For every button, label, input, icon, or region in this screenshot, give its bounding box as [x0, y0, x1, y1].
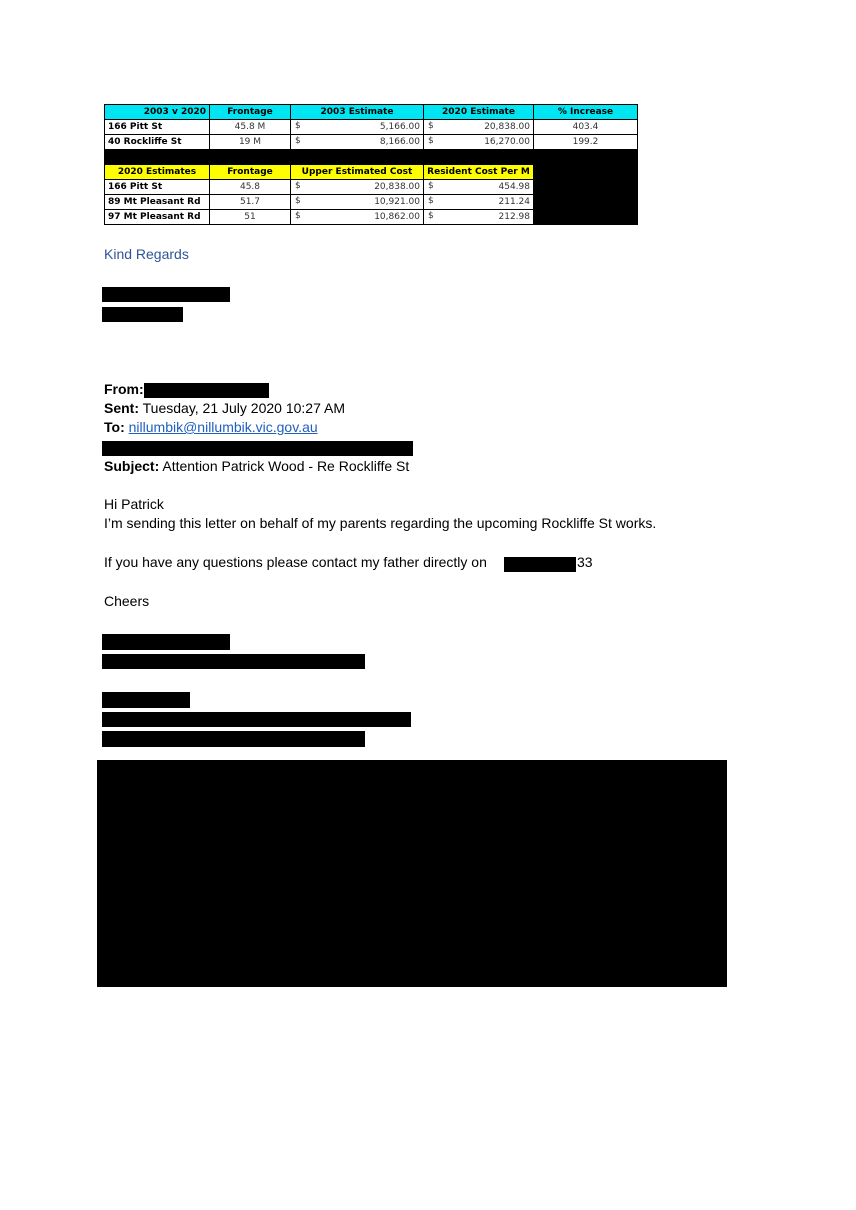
- table2-header-row: [105, 165, 638, 180]
- address-cell: 166 Pitt St: [105, 120, 210, 135]
- amount: 20,838.00: [484, 121, 530, 132]
- signoff-text: Kind Regards: [104, 246, 189, 262]
- subject-line: [104, 457, 409, 475]
- redacted-name: [102, 287, 230, 302]
- currency-symbol: $: [428, 211, 434, 221]
- cost-per-m-cell: [424, 180, 534, 195]
- upper-cost-cell: [291, 195, 424, 210]
- address-cell: 89 Mt Pleasant Rd: [105, 195, 210, 210]
- amount: 10,862.00: [374, 211, 420, 222]
- upper-cost-cell: [291, 210, 424, 225]
- to-email-link[interactable]: nillumbik@nillumbik.vic.gov.au: [128, 419, 318, 435]
- amount: 20,838.00: [374, 181, 420, 192]
- redacted-phone: [504, 557, 576, 572]
- redacted-signature-block-3: [102, 731, 365, 747]
- from-line: [104, 380, 144, 398]
- redacted-title: [102, 307, 183, 322]
- upper-cost-cell: [291, 180, 424, 195]
- cost-per-m-cell: [424, 195, 534, 210]
- table-row: [105, 135, 638, 150]
- redacted-image-block: [97, 760, 727, 987]
- currency-symbol: $: [428, 136, 434, 146]
- subject-value: Attention Patrick Wood - Re Rockliffe St: [162, 458, 410, 474]
- table-row: [105, 210, 638, 225]
- address-cell: 40 Rockliffe St: [105, 135, 210, 150]
- table1-header-period: 2003 v 2020: [105, 105, 210, 120]
- amount: 16,270.00: [484, 136, 530, 147]
- currency-symbol: $: [295, 121, 301, 131]
- table-row: [105, 195, 638, 210]
- frontage-cell: 45.8 M: [210, 120, 291, 135]
- table1-header-row: [105, 105, 638, 120]
- to-label: To:: [104, 419, 125, 435]
- table2-header-frontage: Frontage: [210, 165, 291, 180]
- redacted-signature-block-1: [102, 692, 190, 708]
- currency-symbol: $: [428, 121, 434, 131]
- address-cell: 97 Mt Pleasant Rd: [105, 210, 210, 225]
- increase-cell: 403.4: [534, 120, 638, 135]
- table1-header-increase: % Increase: [534, 105, 638, 120]
- table2-header-cost-per-m: Resident Cost Per M: [424, 165, 534, 180]
- body-paragraph-1: I’m sending this letter on behalf of my parents regarding the upcoming Rockliffe St works.: [104, 515, 657, 531]
- greeting-text: Hi Patrick: [104, 496, 164, 512]
- from-label: From:: [104, 381, 144, 397]
- estimates-table: [104, 104, 638, 225]
- redacted-cell: [534, 195, 638, 210]
- closing-text: Cheers: [104, 593, 150, 609]
- estimate-2003-cell: [291, 120, 424, 135]
- frontage-cell: 19 M: [210, 135, 291, 150]
- separator-cell: [105, 150, 638, 165]
- table1-header-2020-estimate: 2020 Estimate: [424, 105, 534, 120]
- amount: 8,166.00: [379, 136, 420, 147]
- table1-header-frontage: Frontage: [210, 105, 291, 120]
- currency-symbol: $: [295, 181, 301, 191]
- amount: 10,921.00: [374, 196, 420, 207]
- redacted-cell: [534, 210, 638, 225]
- amount: 211.24: [498, 196, 530, 207]
- redacted-sender: [144, 383, 269, 398]
- redacted-signature-block-2: [102, 712, 411, 727]
- estimate-2020-cell: [424, 120, 534, 135]
- currency-symbol: $: [295, 136, 301, 146]
- amount: 5,166.00: [379, 121, 420, 132]
- table2-header-estimates: 2020 Estimates: [105, 165, 210, 180]
- currency-symbol: $: [295, 196, 301, 206]
- currency-symbol: $: [295, 211, 301, 221]
- frontage-cell: 51.7: [210, 195, 291, 210]
- table2-header-upper-cost: Upper Estimated Cost: [291, 165, 424, 180]
- increase-cell: 199.2: [534, 135, 638, 150]
- table1-header-2003-estimate: 2003 Estimate: [291, 105, 424, 120]
- frontage-cell: 51: [210, 210, 291, 225]
- table-row: [105, 120, 638, 135]
- amount: 454.98: [498, 181, 530, 192]
- sent-line: [104, 399, 345, 417]
- cost-per-m-cell: [424, 210, 534, 225]
- redacted-cell: [534, 165, 638, 180]
- body-paragraph-2: If you have any questions please contact my father directly on: [104, 554, 487, 570]
- phone-suffix: 33: [577, 554, 593, 570]
- table-row: [105, 180, 638, 195]
- address-cell: 166 Pitt St: [105, 180, 210, 195]
- redacted-cell: [534, 180, 638, 195]
- estimate-2003-cell: [291, 135, 424, 150]
- redacted-signature-detail: [102, 654, 365, 669]
- currency-symbol: $: [428, 196, 434, 206]
- redacted-signature-name: [102, 634, 230, 650]
- currency-symbol: $: [428, 181, 434, 191]
- subject-label: Subject:: [104, 458, 160, 474]
- sent-value: Tuesday, 21 July 2020 10:27 AM: [142, 400, 345, 416]
- redacted-cc: [102, 441, 413, 456]
- sent-label: Sent:: [104, 400, 139, 416]
- estimate-2020-cell: [424, 135, 534, 150]
- frontage-cell: 45.8: [210, 180, 291, 195]
- table-separator: [105, 150, 638, 165]
- to-line: [104, 418, 318, 436]
- amount: 212.98: [498, 211, 530, 222]
